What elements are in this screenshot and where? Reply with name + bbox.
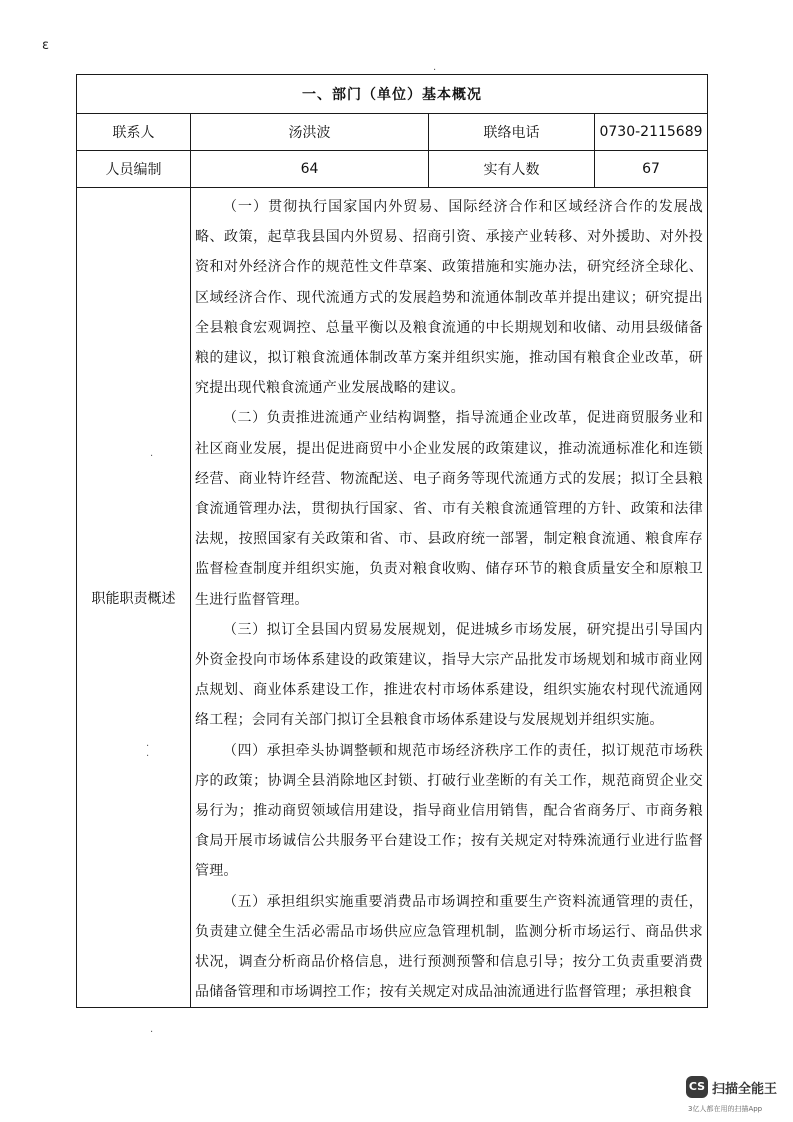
duties-row [77,188,708,1008]
table-title: 一、部门（单位）基本概况 [77,75,708,114]
corner-mark: ε [42,38,50,53]
duties-label: 职能职责概述 [77,188,191,1008]
scan-speck: · [150,1027,154,1038]
contact-value: 汤洪波 [191,114,429,151]
staff-quota-label: 人员编制 [77,151,191,188]
staff-quota-value: 64 [191,151,429,188]
scanner-watermark [686,1076,786,1116]
duty-paragraph: （一）贯彻执行国家国内外贸易、国际经济合作和区域经济合作的发展战略、政策，起草我县国内外贸易、招商引资、承接产业转移、对外援助、对外投资和对外经济合作的规范性文件草案、政策措施和实施办法，研究经济全球化、区域经济合作、现代流通方式的发展趋势和流通体制改革并提出建议；研究提出全县粮食宏观调控、总量平衡以及粮食流通的中长期规划和收储、动用县级储备粮的建议，拟订粮食流通体制改革方案并组织实施，推动国有粮食企业改革，研究提出现代粮食流通产业发展战略的建议。 [195,199,703,397]
duties-content [191,188,708,1008]
scan-speck: · [150,451,154,462]
camscanner-logo-icon: CS [686,1076,708,1098]
scan-speck: · [433,65,437,76]
scan-speck: · [146,741,150,752]
contact-row [77,114,708,151]
duty-paragraph: （三）拟订全县国内贸易发展规划，促进城乡市场发展，研究提出引导国内外资金投向市场体系建设的政策建议，指导大宗产品批发市场规划和城市商业网点规划、商业体系建设工作，推进农村市场体系建设，组织实施农村现代流通网络工程；会同有关部门拟订全县粮食市场体系建设与发展规划并组织实施。 [195,621,703,729]
duty-paragraph: （四）承担牵头协调整顿和规范市场经济秩序工作的责任，拟订规范市场秩序的政策；协调全县消除地区封锁、打破行业垄断的有关工作，规范商贸企业交易行为；推动商贸领域信用建设，指导商业信用销售，配合省商务厅、市商务粮食局开展市场诚信公共服务平台建设工作；按有关规定对特殊流通行业进行监督管理。 [195,742,703,880]
actual-staff-value: 67 [595,151,708,188]
contact-label: 联系人 [77,114,191,151]
staff-row [77,151,708,188]
title-row [77,75,708,114]
watermark-tagline: 3亿人都在用的扫描App [688,1105,763,1113]
scan-speck: · [146,751,150,762]
duty-paragraph: （五）承担组织实施重要消费品市场调控和重要生产资料流通管理的责任，负责建立健全生活必需品市场供应应急管理机制，监测分析市场运行、商品供求状况，调查分析商品价格信息，进行预测预警和信息引导；按分工负责重要消费品储备管理和市场调控工作；按有关规定对成品油流通进行监督管理；承担粮食 [195,893,703,1001]
watermark-app-name: 扫描全能王 [712,1082,778,1097]
phone-label: 联络电话 [429,114,595,151]
actual-staff-label: 实有人数 [429,151,595,188]
duty-paragraph: （二）负责推进流通产业结构调整，指导流通企业改革，促进商贸服务业和社区商业发展，提出促进商贸中小企业发展的政策建议，推动流通标准化和连锁经营、商业特许经营、物流配送、电子商务等现代流通方式的发展；拟订全县粮食流通管理办法，贯彻执行国家、省、市有关粮食流通管理的方针、政策和法律法规，按照国家有关政策和省、市、县政府统一部署，制定粮食流通、粮食库存监督检查制度并组织实施，负责对粮食收购、储存环节的粮食质量安全和原粮卫生进行监督管理。 [195,410,703,608]
basic-info-table [76,74,708,1008]
phone-value: 0730-2115689 [595,114,708,151]
